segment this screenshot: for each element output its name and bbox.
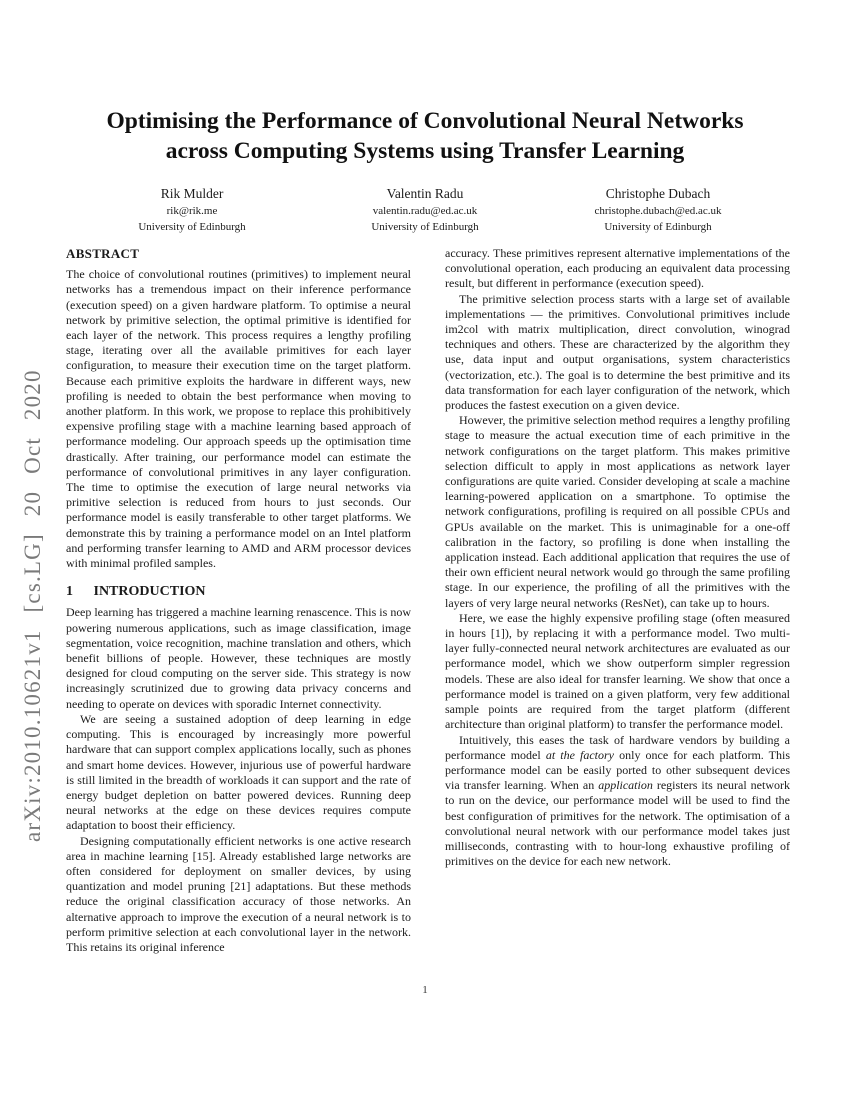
paper-title-line2: across Computing Systems using Transfer Learning xyxy=(165,138,685,164)
author-email: rik@rik.me xyxy=(166,205,218,217)
author-email: valentin.radu@ed.ac.uk xyxy=(372,205,478,217)
title-block xyxy=(0,106,850,235)
body-paragraph-1: accuracy. These primitives represent alternative implementations of the convolutional operation, each producing an equivalent data processing result, but different in performance (execution speed). xyxy=(445,246,790,291)
author-1 xyxy=(85,185,300,235)
abstract-heading: ABSTRACT xyxy=(66,246,140,261)
body-paragraph-2: The primitive selection process starts with a large set of available implementations — the primitives. Convolutional primitives include im2col with matrix multiplication, direct convolution, winograd techniques and others. These are characterized by the algorithm they use, data input and output organisations, system characteristics (vectorization, etc.). The goal is to determine the best primitive and its data transformation for each layer configuration of the network, which produces the fastest execution on a given device. xyxy=(445,291,790,413)
section-number: 1 xyxy=(66,584,73,600)
intro-paragraph-3: Designing computationally efficient networks is one active research area in machine learning [15]. Already established large networks are often considered for deployment on smaller devices, by using quantization and model pruning [21] adaptations. But these methods reduce the original classification accuracy of those networks. An alternative approach to improve the execution of a neural network is to perform primitive selection at each convolutional layer in the network. This retains its original inference xyxy=(66,833,411,954)
introduction-heading xyxy=(66,584,411,599)
body-paragraph-4: Here, we ease the highly expensive profiling stage (often measured in hours [1]), by replacing it with a performance model. Two multi-layer fully-connected neural network architectures are evaluated as our performance model, which we show outperform simpler regression models. These are also ideal for transfer learning. We show that once a performance model is trained on a given platform, very few additional sample points are required from the target platform (different architecture than original platform) to transfer the performance model. xyxy=(445,610,790,732)
page-number: 1 xyxy=(422,984,428,996)
author-affiliation: University of Edinburgh xyxy=(138,221,246,233)
author-affiliation: University of Edinburgh xyxy=(371,221,479,233)
body-paragraph-3: However, the primitive selection method requires a lengthy profiling stage to measure the actual execution time of each primitive in the network configurations on the target platform. This makes primitive selection difficult to apply in most applications as network layer configurations are quite varied. Consider developing at scale a machine learning-powered application on a smartphone. To optimise the network configurations, profiling is required on all possible CPUs and GPUs available on the market. This is unimaginable for a one-off calibration in the factory, so profiling is done when installing the application instead. Each additional application that requires the use of their own efficient neural network would go through the same profiling stage. In our experience, the profiling of all the primitives with the layers of very large neural networks (ResNet), can take up to hours. xyxy=(445,413,790,610)
paper-body xyxy=(66,246,790,955)
paper-title xyxy=(0,106,850,166)
section-title: INTRODUCTION xyxy=(93,584,206,600)
author-name: Rik Mulder xyxy=(160,186,224,201)
author-name: Valentin Radu xyxy=(386,186,464,201)
body-paragraph-5: Intuitively, this eases the task of hardware vendors by building a performance model at the factory only once for each platform. This performance model can be easily ported to other subsequent devices via transfer learning. When an application registers its neural network to run on the device, our performance model will be used to find the best configuration of primitives for the network. The optimisation of a convolutional neural network with our performance model takes just milliseconds, contrasting with to hour-long exhaustive profiling of primitives on the device for each new network. xyxy=(445,732,791,869)
author-3 xyxy=(551,185,766,235)
author-affiliation: University of Edinburgh xyxy=(604,221,712,233)
abstract-text: The choice of convolutional routines (primitives) to implement neural networks has a tremendous impact on their inference performance (execution speed) on a given hardware platform. To optimise a neural network by primitive selection, the optimal primitive is identified for each layer of the network. This process requires a lengthy profiling stage, iterating over all the available primitives for each layer configuration, to measure their execution time on the target platform. Because each primitive exploits the hardware in different ways, new profiling is needed to obtain the best performance when moving to another platform. In this work, we propose to replace this prohibitively expensive profiling stage with a machine learning based approach of performance modeling. Our approach speeds up the optimisation time drastically. After training, our performance model can estimate the performance of convolutional primitives in any layer configuration. The time to optimise the execution of large neural networks via primitive selection is reduced from hours to just seconds. Our performance model is easily transferable to other target platforms. We demonstrate this by training a performance model on an Intel platform and performing transfer learning to AMD and ARM processor devices with minimal profiled samples. xyxy=(66,267,411,571)
author-name: Christophe Dubach xyxy=(605,186,711,201)
right-column xyxy=(445,246,790,955)
author-block xyxy=(0,185,850,235)
author-email: christophe.dubach@ed.ac.uk xyxy=(594,205,722,217)
left-column xyxy=(66,246,411,955)
author-2 xyxy=(318,185,533,235)
arxiv-watermark: arXiv:2010.10621v1 [cs.LG] 20 Oct 2020 xyxy=(20,369,45,842)
intro-paragraph-2: We are seeing a sustained adoption of deep learning in edge computing. This is encouraged by increasingly more powerful hardware that can support complex applications locally, such as phones and smart home devices. However, injurious use of powerful hardware is still limited in the breadth of workloads it can support and the rate of energy budget depletion on batter powered devices. Running deep neural networks at the edge on these devices requires compute adaptation to boost their efficiency. xyxy=(66,711,411,833)
paper-title-line1: Optimising the Performance of Convolutional Neural Networks xyxy=(106,108,744,134)
intro-paragraph-1: Deep learning has triggered a machine learning renascence. This is now powering numerous applications, such as image classification, image segmentation, voice recognition, machine translation and others, which benefit billions of people. However, these techniques are mostly designed for cloud computing on the server side. This strategy is now increasingly scrutinized due to growing data privacy concerns and needing to operate on devices with sporadic Internet connectivity. xyxy=(66,605,411,711)
